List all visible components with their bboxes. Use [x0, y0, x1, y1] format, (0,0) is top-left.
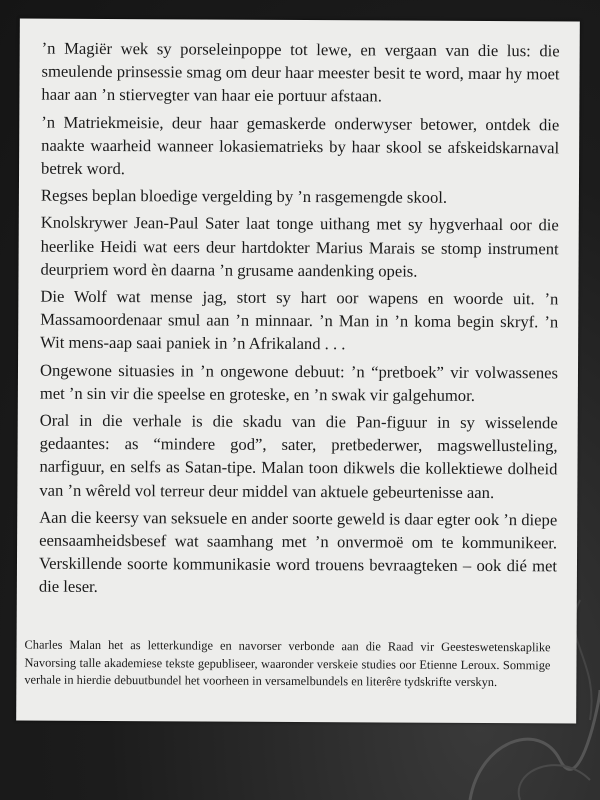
blurb-paragraph: Die Wolf wat mense jag, stort sy hart oor wapens en woorde uit. ’n Massamoordenaar smul aan ’n minnaar. ’n Man in ’n koma begin skryf. ’n Wit mens-aap saai paniek in ’n Afrikaland . . .: [40, 286, 559, 354]
blurb-paragraph: ’n Matriekmeisie, deur haar gemaskerde onderwyser betower, ontdek die naakte waarheid wanneer lokasiematrieks by haar skool se afskeidskarnaval betrek word.: [41, 112, 560, 179]
blurb-paragraph: Ongewone situasies in ’n ongewone debuut: ’n “pretboek” vir volwassenes met ’n sin vir die speelse en groteske, en ’n swak vir galgehumor.: [39, 360, 559, 405]
blurb-sheet: [16, 19, 580, 724]
author-bio: [24, 637, 550, 692]
blurb-paragraph: ’n Magiër wek sy porseleinpoppe tot lewe, en vergaan van die lus: die smeulende prinsessie smag om deur haar meester besit te word, maar hy moet haar aan ’n stiervegter van haar eie portuur afstaan.: [41, 38, 560, 106]
blurb-text: [39, 37, 560, 605]
blurb-paragraph: Regses beplan bloedige vergelding by ’n rasgemengde skool.: [40, 185, 448, 207]
blurb-paragraph: Oral in die verhale is die skadu van die Pan-figuur in sy wisselende gedaantes: as “mindere god”, sater, pretbederwer, magswellusteling, narfiguur, en selfs as Satan-tipe. Malan toon dikwels die kollektiewe dolheid van ’n wêreld vol terreur deur middel van aktuele gebeurtenisse aan.: [39, 410, 558, 502]
blurb-paragraph: Knolskrywer Jean-Paul Sater laat tonge uithang met sy hygverhaal oor die heerlike Heidi wat eers deur hartdokter Marius Marais se stomp instrument deurpriem word èn daarna ’n grusame aandenking opeis.: [40, 213, 559, 281]
blurb-paragraph: Aan die keersy van seksuele en ander soorte geweld is daar egter ook ’n diepe eensaamheidsbesef wat saamhang met ’n onvermoë om te kommunikeer. Verskillende soorte kommunikasie word trouens bevraagteken – ook dié met die leser.: [38, 507, 558, 597]
author-bio-text: Charles Malan het as letterkundige en navorser verbonde aan die Raad vir Geesteswetenskaplike Navorsing talle akademiese tekste gepubliseer, waaronder verskeie studies oor Etienne Leroux. Sommige verhale in hierdie debuutbundel het voorheen in versamelbundels en literêre tydskrifte verskyn.: [24, 637, 551, 690]
